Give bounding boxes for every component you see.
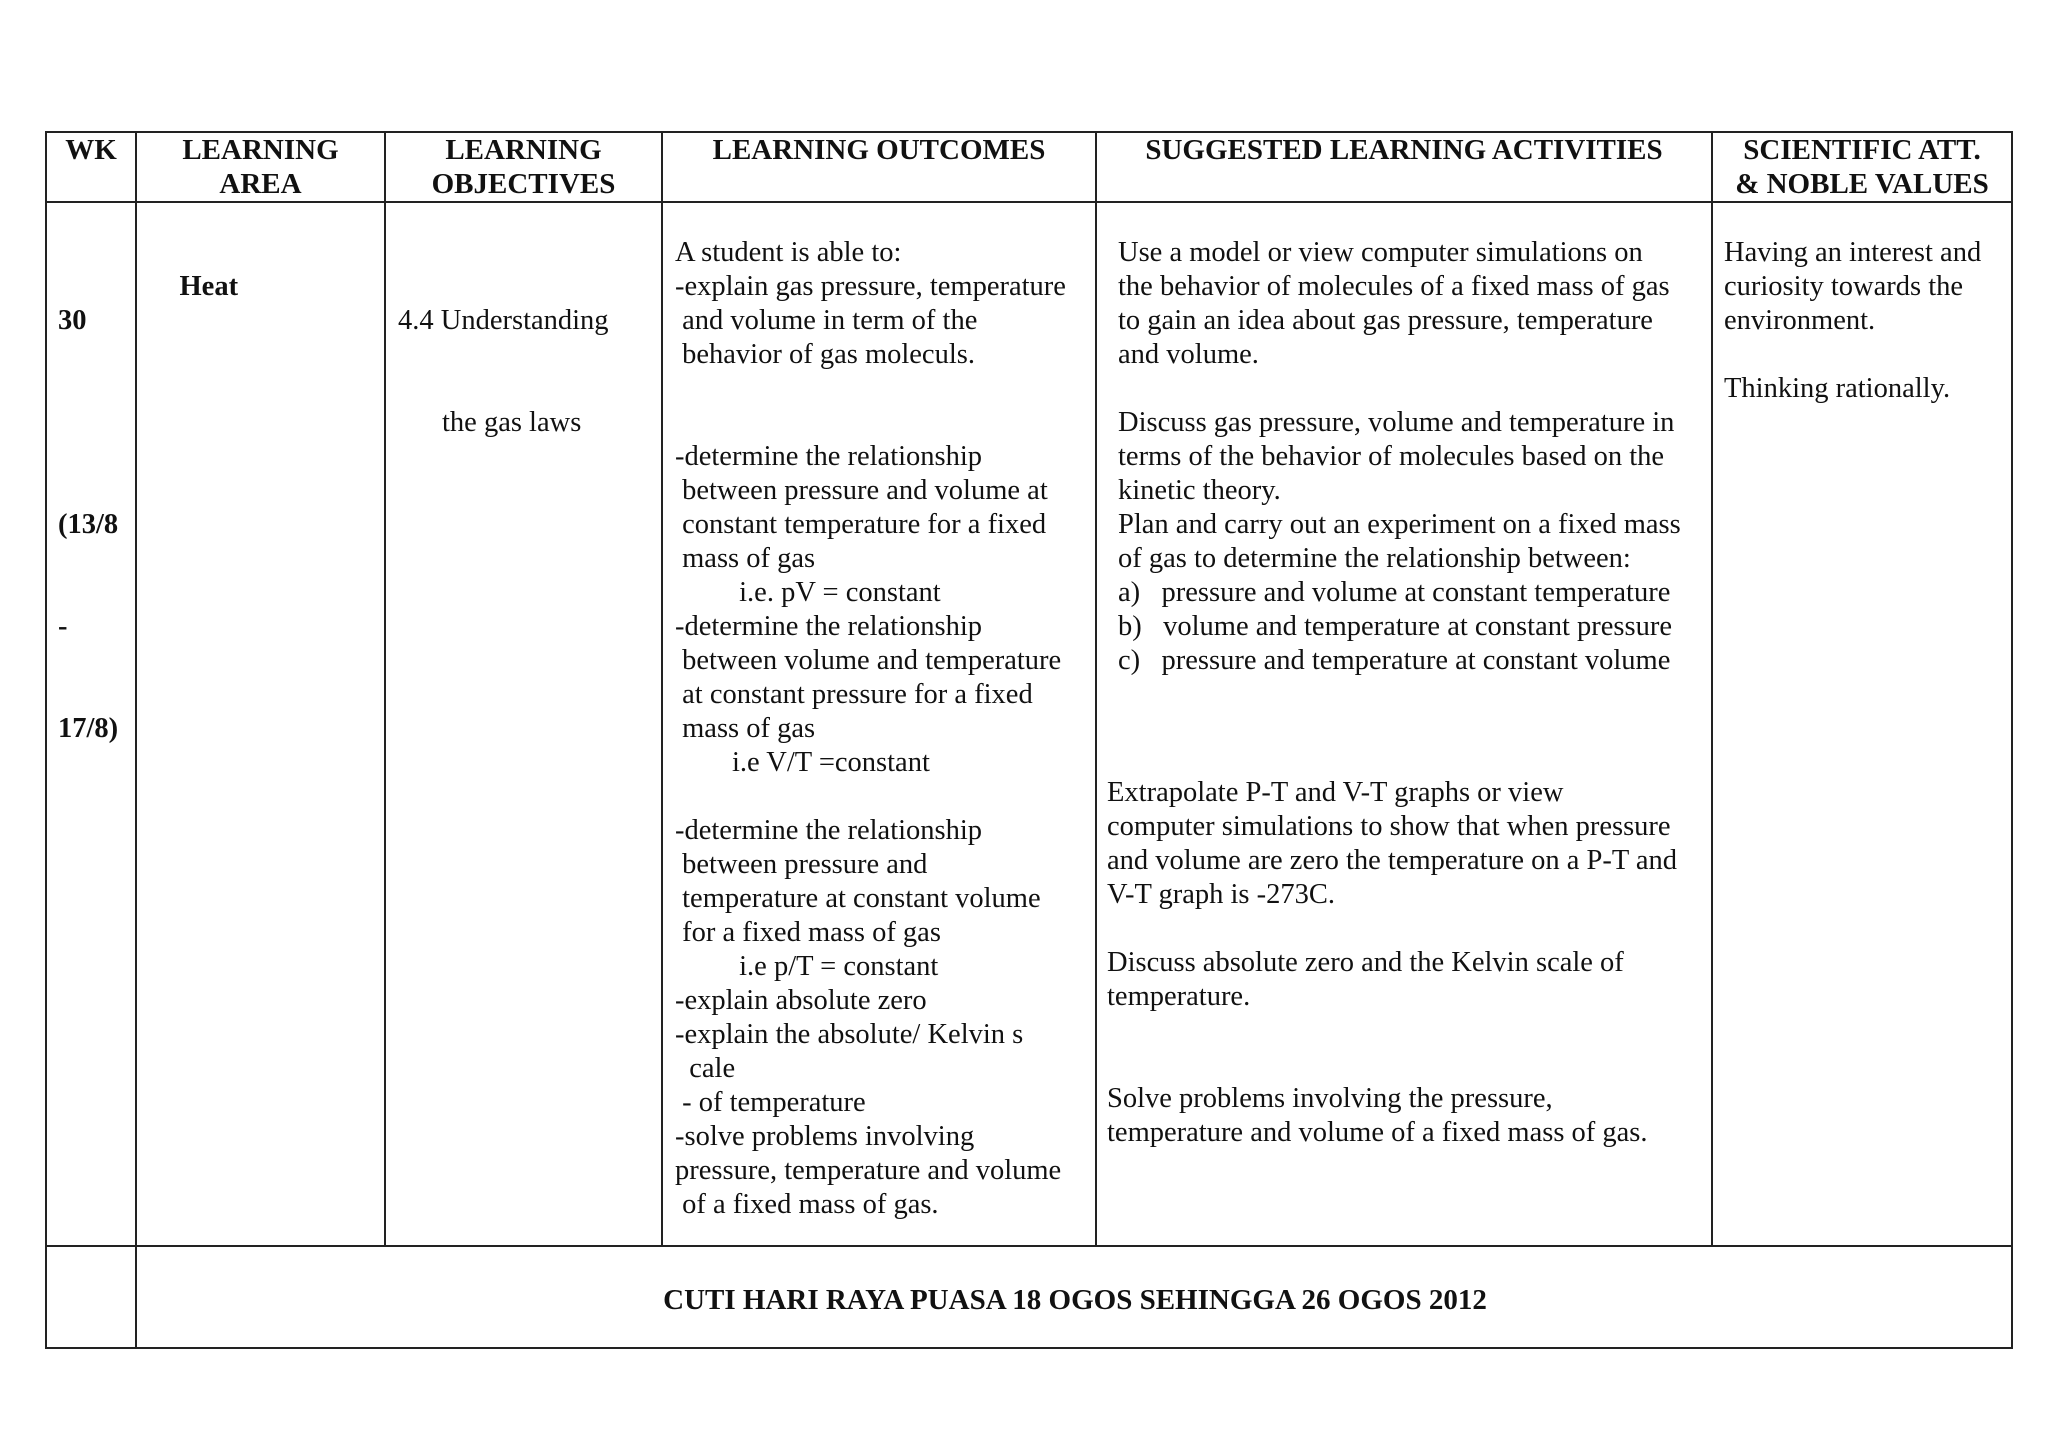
col-divider-activities xyxy=(1711,131,1713,1245)
header-outcomes-label: LEARNING OUTCOMES xyxy=(712,134,1046,166)
activity-line: Solve problems involving the pressure, xyxy=(1107,1083,1553,1114)
week-date-line: - xyxy=(58,611,68,642)
header-learning-objectives xyxy=(386,133,661,203)
value-line: Thinking rationally. xyxy=(1724,373,1951,404)
outcome-line: temperature at constant volume xyxy=(675,883,1041,914)
outcome-line: for a fixed mass of gas xyxy=(675,917,941,948)
scientific-values-cell xyxy=(1724,236,1981,406)
outcome-line: cale xyxy=(675,1053,736,1084)
value-line: environment. xyxy=(1724,305,1876,336)
activity-line xyxy=(1107,912,1677,946)
header-objectives-line: OBJECTIVES xyxy=(431,168,616,200)
outcome-line: -determine the relationship xyxy=(675,441,983,472)
activity-line xyxy=(1107,1048,1677,1082)
activity-line: c) pressure and temperature at constant volume xyxy=(1118,645,1671,676)
outcome-line: i.e. pV = constant xyxy=(675,577,941,608)
header-wk xyxy=(45,133,137,203)
activity-line: V-T graph is -273C. xyxy=(1107,879,1335,910)
activity-line: to gain an idea about gas pressure, temperature xyxy=(1118,305,1653,336)
outcome-line: constant temperature for a fixed xyxy=(675,509,1047,540)
header-area-line: LEARNING xyxy=(182,134,339,166)
outcome-line: mass of gas xyxy=(675,713,816,744)
activity-line: kinetic theory. xyxy=(1118,475,1281,506)
activity-line: Discuss gas pressure, volume and temperature in xyxy=(1118,407,1675,438)
activity-line xyxy=(1118,372,1681,406)
activity-line xyxy=(1107,1014,1677,1048)
week-date-line: (13/8 xyxy=(58,509,119,540)
footer-rule xyxy=(45,1245,2013,1247)
outcome-line: and volume in term of the xyxy=(675,305,978,336)
outcome-line: at constant pressure for a fixed xyxy=(675,679,1033,710)
header-activities-label: SUGGESTED LEARNING ACTIVITIES xyxy=(1145,134,1663,166)
outcome-line: -determine the relationship xyxy=(675,815,983,846)
week-number: 30 xyxy=(58,305,87,336)
activity-line: Extrapolate P-T and V-T graphs or view xyxy=(1107,777,1564,808)
activity-line: a) pressure and volume at constant temperature xyxy=(1118,577,1671,608)
col-divider-objectives xyxy=(661,131,663,1245)
outcome-line: -solve problems involving xyxy=(675,1121,975,1152)
col-divider-outcomes xyxy=(1095,131,1097,1245)
header-learning-area xyxy=(137,133,384,203)
outcome-line xyxy=(675,406,1066,440)
header-values-line: & NOBLE VALUES xyxy=(1735,168,1989,200)
outcome-line: -explain gas pressure, temperature xyxy=(675,271,1066,302)
activity-line: temperature. xyxy=(1107,981,1251,1012)
activity-line: and volume. xyxy=(1118,339,1259,370)
outcome-line: i.e p/T = constant xyxy=(675,951,939,982)
learning-area-cell xyxy=(151,236,238,338)
outcome-line: pressure, temperature and volume xyxy=(675,1155,1062,1186)
outcome-line xyxy=(675,780,1066,814)
outcome-line: -explain absolute zero xyxy=(675,985,927,1016)
header-scientific-values xyxy=(1713,133,2011,203)
outcome-line: between pressure and xyxy=(675,849,928,880)
outcome-line: A student is able to: xyxy=(675,237,902,268)
learning-area-text: Heat xyxy=(179,271,239,302)
activity-line: of gas to determine the relationship between: xyxy=(1118,543,1631,574)
activities-cell-part1 xyxy=(1118,236,1681,678)
header-values-line: SCIENTIFIC ATT. xyxy=(1743,134,1981,166)
header-area-line: AREA xyxy=(219,168,302,200)
outcome-line: i.e V/T =constant xyxy=(675,747,930,778)
outcome-line: between volume and temperature xyxy=(675,645,1062,676)
header-objectives-line: LEARNING xyxy=(445,134,602,166)
outcome-line: behavior of gas moleculs. xyxy=(675,339,975,370)
objective-line: 4.4 Understanding xyxy=(398,305,609,336)
week-date-line: 17/8) xyxy=(58,713,119,744)
activity-line: b) volume and temperature at constant pressure xyxy=(1118,611,1672,642)
holiday-notice-text: CUTI HARI RAYA PUASA 18 OGOS SEHINGGA 26 OGOS 2012 xyxy=(663,1284,1487,1316)
objective-line: the gas laws xyxy=(442,407,582,438)
col-divider-area xyxy=(384,131,386,1245)
activity-line: the behavior of molecules of a fixed mass of gas xyxy=(1118,271,1670,302)
outcome-line: between pressure and volume at xyxy=(675,475,1048,506)
header-wk-label: WK xyxy=(65,134,117,166)
value-line: Having an interest and xyxy=(1724,237,1982,268)
col-divider-wk xyxy=(135,131,137,1349)
learning-outcomes-cell xyxy=(675,236,1066,1222)
week-cell xyxy=(58,236,118,814)
learning-objective-cell xyxy=(398,236,609,508)
header-suggested-activities xyxy=(1097,133,1711,203)
holiday-notice xyxy=(137,1282,2013,1318)
activity-line: terms of the behavior of molecules based on the xyxy=(1118,441,1665,472)
activity-line: temperature and volume of a fixed mass of gas. xyxy=(1107,1117,1648,1148)
outcome-line: mass of gas xyxy=(675,543,816,574)
outcome-line: -determine the relationship xyxy=(675,611,983,642)
activity-line: and volume are zero the temperature on a P-T and xyxy=(1107,845,1678,876)
value-line xyxy=(1724,338,1981,372)
value-line: curiosity towards the xyxy=(1724,271,1964,302)
outcome-line: - of temperature xyxy=(675,1087,866,1118)
activity-line: Plan and carry out an experiment on a fixed mass xyxy=(1118,509,1681,540)
activities-cell-part2 xyxy=(1107,776,1677,1150)
outcome-line xyxy=(675,372,1066,406)
activity-line: Use a model or view computer simulations on xyxy=(1118,237,1643,268)
outcome-line: -explain the absolute/ Kelvin s xyxy=(675,1019,1024,1050)
activity-line: computer simulations to show that when pressure xyxy=(1107,811,1671,842)
outcome-line: of a fixed mass of gas. xyxy=(675,1189,939,1220)
activity-line: Discuss absolute zero and the Kelvin scale of xyxy=(1107,947,1624,978)
week-spacer xyxy=(58,406,118,440)
header-learning-outcomes xyxy=(663,133,1095,203)
